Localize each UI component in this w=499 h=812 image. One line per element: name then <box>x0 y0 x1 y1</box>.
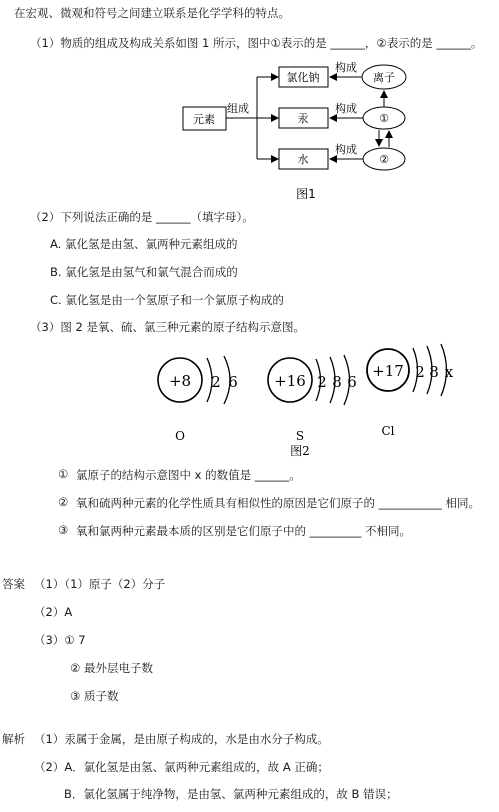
q3-item-1-num: ① <box>58 467 69 481</box>
figure-1-caption: 图1 <box>296 187 316 201</box>
water-label: 水 <box>297 153 309 166</box>
question-2: （2）下列说法正确的是 ______（填字母）。 <box>30 210 254 224</box>
option-c: C. 氯化氢是由一个氢原子和一个氯原子构成的 <box>50 293 284 307</box>
q3-item-1: 氯原子的结构示意图中 x 的数值是 ______。 <box>76 468 301 482</box>
option-a: A. 氯化氢是由氢、氯两种元素组成的 <box>50 237 238 251</box>
constitute-label-2: 构成 <box>335 102 357 115</box>
analysis-line-2: （2）A．氯化氢是由氢、氯两种元素组成的，故 A 正确； <box>34 760 329 774</box>
composition-label: 组成 <box>227 102 249 115</box>
sulfur-shell-2: 8 <box>332 373 342 391</box>
answer-line-5: ③ 质子数 <box>70 689 119 703</box>
constitute-label-1: 构成 <box>335 61 357 74</box>
intro-text: 在宏观、微观和符号之间建立联系是化学学科的特点。 <box>14 6 290 20</box>
sulfur-shell-3: 6 <box>347 373 357 391</box>
analysis-line-3: B．氯化氢属于纯净物，是由氢、氯两种元素组成的，故 B 错误； <box>64 787 398 801</box>
chlorine-shell-1: 2 <box>415 363 425 381</box>
answer-label: 答案 <box>2 577 25 591</box>
oxygen-label: O <box>175 429 185 443</box>
chlorine-shell-3: x <box>444 363 454 381</box>
question-3: （3）图 2 是氧、硫、氯三种元素的原子结构示意图。 <box>30 320 305 334</box>
figure-1 <box>0 0 499 220</box>
circle-1-label: ① <box>379 112 389 125</box>
figure-2 <box>0 335 499 460</box>
q3-item-2-num: ② <box>58 495 69 509</box>
q3-item-3-num: ③ <box>58 523 69 537</box>
oxygen-shell-1: 2 <box>211 373 221 391</box>
answer-line-2: （2）A <box>34 605 73 619</box>
answer-line-1: （1）（1）原子（2）分子 <box>34 577 166 591</box>
oxygen-shell-2: 6 <box>228 373 238 391</box>
analysis-label: 解析 <box>2 732 25 746</box>
analysis-line-1: （1）汞属于金属，是由原子构成的，水是由水分子构成。 <box>34 732 329 746</box>
chlorine-label: Cl <box>381 424 395 438</box>
ion-label: 离子 <box>373 71 395 84</box>
question-1: （1）物质的组成及构成关系如图 1 所示，图中①表示的是 ______，②表示的是 ______。 <box>30 36 483 50</box>
sulfur-nucleus-charge: +16 <box>274 372 306 390</box>
chlorine-shell-2: 8 <box>429 363 439 381</box>
answer-line-4: ② 最外层电子数 <box>70 661 153 675</box>
circle-2-label: ② <box>379 153 389 166</box>
q3-item-3: 氧和氯两种元素最本质的区别是它们原子中的 _________ 不相同。 <box>76 524 412 538</box>
constitute-label-3: 构成 <box>335 143 357 156</box>
oxygen-nucleus-charge: +8 <box>168 372 192 390</box>
mercury-label: 汞 <box>297 112 309 125</box>
nacl-label: 氯化钠 <box>286 71 320 84</box>
element-label: 元素 <box>193 113 215 126</box>
sulfur-label: S <box>295 429 305 443</box>
chlorine-nucleus-charge: +17 <box>372 362 404 380</box>
answer-line-3: （3）① 7 <box>34 633 86 647</box>
sulfur-shell-1: 2 <box>317 373 327 391</box>
option-b: B. 氯化氢是由氢气和氯气混合而成的 <box>50 265 238 279</box>
figure-2-caption: 图2 <box>290 444 310 458</box>
q3-item-2: 氧和硫两种元素的化学性质具有相似性的原因是它们原子的 ___________ 相同。 <box>76 496 481 510</box>
